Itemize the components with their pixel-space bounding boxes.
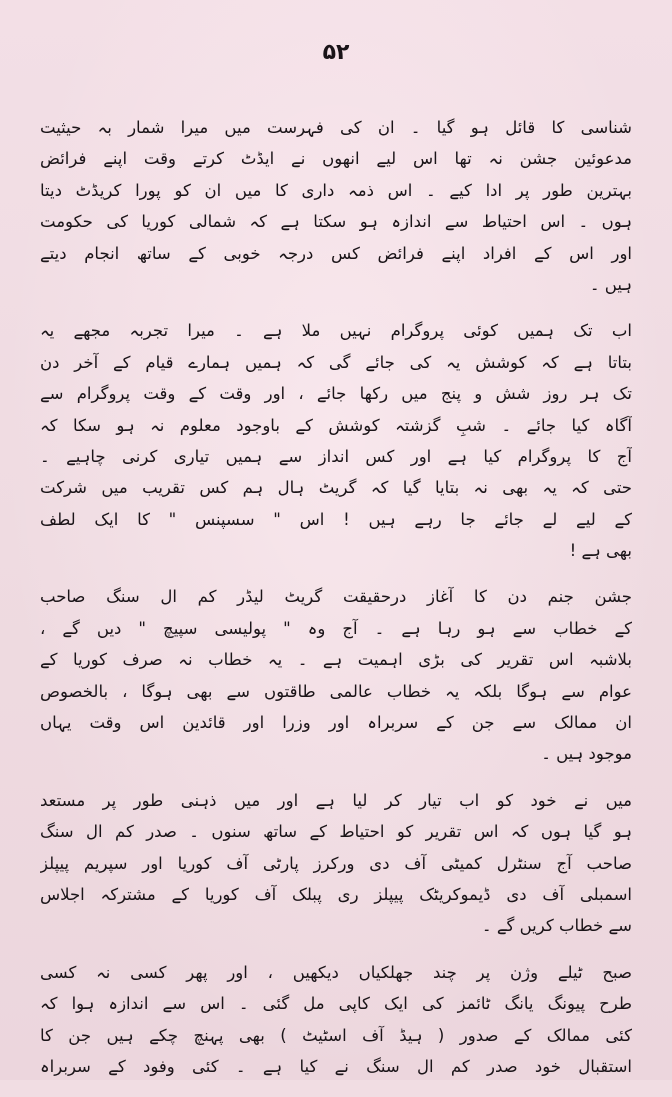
text-line: آج کا پروگرام کیا ہے اور کس انداز سے ہمیں تیاری کرنی چاہیے ۔: [40, 446, 632, 466]
text-line: کئی ممالک کے صدور ( ہیڈ آف اسٹیٹ ) بھی پہنچ چکے ہیں جن کا: [40, 1025, 632, 1045]
text-line: صاحب آج سنٹرل کمیٹی آف دی ورکرز پارٹی آف کوریا اور سپریم پیپلز: [40, 853, 632, 873]
paragraph-4: [40, 785, 632, 942]
text-line: ہیں ۔: [589, 274, 632, 294]
text-line: بھی ہے !: [569, 541, 632, 561]
text-line: جشن جنم دن کا آغاز درحقیقت گریٹ لیڈر کم ال سنگ صاحب: [40, 587, 632, 607]
text-line: میں نے خود کو اب تیار کر لیا ہے اور میں ذہنی طور پر مستعد: [40, 790, 632, 810]
text-line: استقبال خود صدر کم ال سنگ نے کیا ہے ۔ کئی وفود کے سربراہ: [40, 1056, 632, 1076]
text-line: ان ممالک سے جن کے سربراہ اور وزرا اور قائدین اس وقت یہاں: [40, 713, 632, 733]
page-number: ۵۲: [322, 40, 350, 65]
text-line: شناسی کا قائل ہو گیا ۔ ان کی فہرست میں میرا شمار بہ حیثیت: [40, 118, 632, 137]
paragraph-2: [40, 315, 632, 566]
text-line: کے لیے لے جائے جا رہے ہیں ! اس " سسپنس " کا ایک لطف: [40, 509, 632, 529]
paragraph-5: [40, 957, 632, 1083]
text-line: موجود ہیں ۔: [541, 744, 632, 764]
text-line: ہوں ۔ اس احتیاط سے اندازہ ہو سکتا ہے کہ شمالی کوریا کی حکومت: [40, 212, 632, 232]
text-line: تک ہر روز شش و پنج میں رکھا جائے ، اور وقت کے وقت پروگرام سے: [40, 384, 632, 404]
text-line: مدعوئین جشن نہ تھا اس لیے انھوں نے ایڈٹ کرتے وقت اپنے فرائض: [40, 149, 632, 169]
paragraph-3: [40, 581, 632, 769]
text-line: کے خطاب سے ہو رہا ہے ۔ آج وہ " پولیسی سپیچ " دیں گے ،: [40, 618, 632, 638]
text-line: حتی کہ یہ بھی نہ بتایا گیا کہ گریٹ ہال ہم کس تقریب میں شرکت: [40, 478, 632, 498]
text-line: سے خطاب کریں گے ۔: [481, 916, 632, 936]
text-line: اب تک ہمیں کوئی پروگرام نہیں ملا ہے ۔ میرا تجربہ مجھے یہ: [40, 321, 632, 341]
text-line: اور اس کے افراد اپنے فرائض کس درجہ خوبی کے ساتھ انجام دیتے: [40, 243, 632, 263]
text-line: بہترین طور پر ادا کیے ۔ اس ذمہ داری کا میں ان کو پورا کریڈٹ دیتا: [40, 180, 632, 200]
text-line: بلاشبہ اس تقریر کی بڑی اہمیت ہے ۔ یہ خطاب نہ صرف کوریا کے: [40, 650, 632, 670]
text-line: اسمبلی آف دی ڈیموکریٹک پیپلز ری پبلک آف کوریا کے مشترکہ اجلاس: [40, 884, 632, 904]
text-line: عوام سے ہوگا بلکہ یہ خطاب عالمی طاقتوں سے بھی ہوگا ، بالخصوص: [40, 681, 632, 701]
text-line: بتاتا ہے کہ کوشش یہ کی جائے گی کہ ہمیں ہمارے قیام کے آخر دن: [40, 352, 632, 372]
text-line: ہو گیا ہوں کہ اس تقریر کو احتیاط کے ساتھ سنوں ۔ صدر کم ال سنگ: [40, 822, 632, 842]
body-text: [40, 112, 632, 1097]
text-line: آگاہ کیا جائے ۔ شبِ گزشتہ کوشش کے باوجود معلوم نہ ہو سکا کہ: [40, 415, 632, 435]
text-line: صبح ٹیلے وژن پر چند جھلکیاں دیکھیں ، اور پھر کسی نہ کسی: [40, 962, 632, 982]
paragraph-1: [40, 112, 632, 300]
text-line: طرح پیونگ یانگ ٹائمز کی ایک کاپی مل گئی ۔ اس سے اندازہ ہوا کہ: [40, 994, 632, 1014]
